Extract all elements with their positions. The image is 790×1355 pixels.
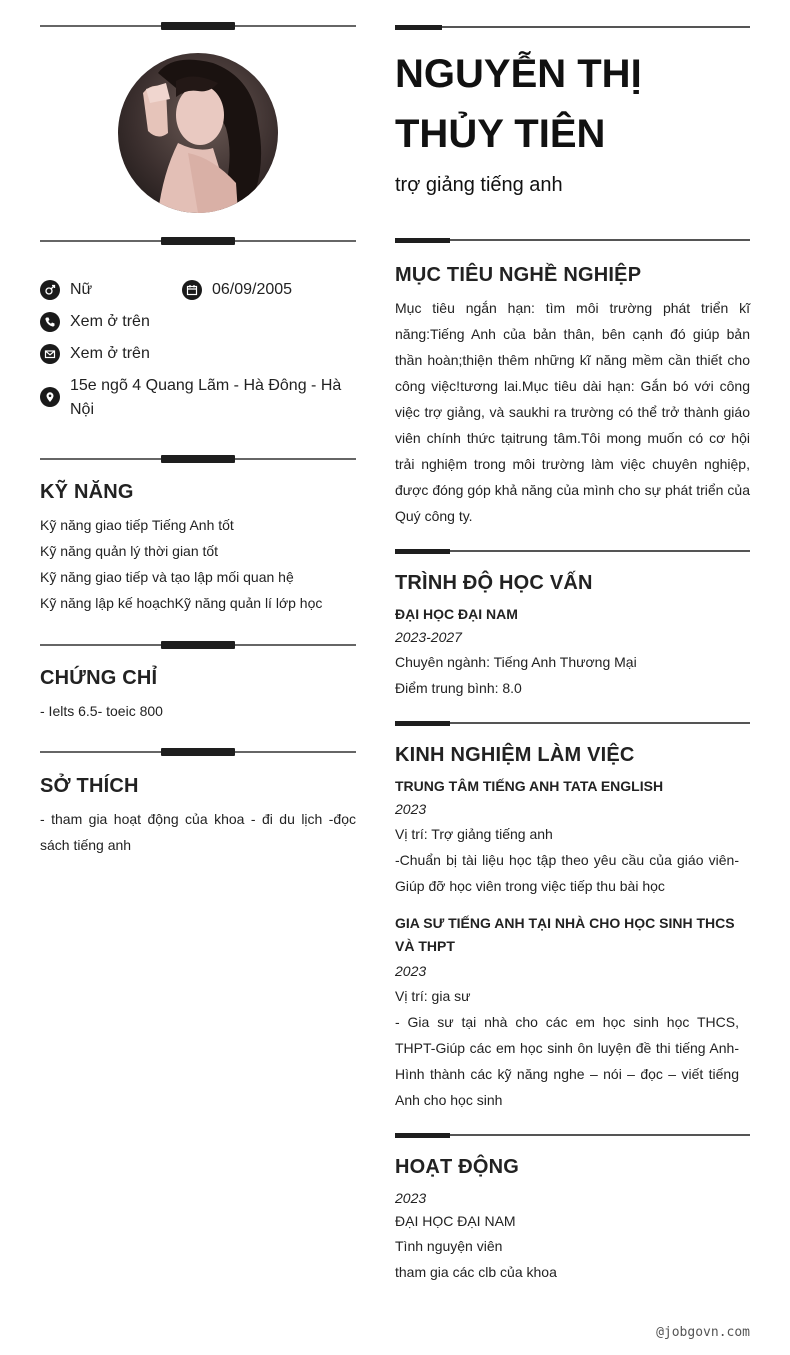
job-description: - Gia sư tại nhà cho các em học sinh học THCS, THPT-Giúp các em học sinh ôn luyện đề thi tiếng Anh- Hình thành các kỹ năng nghe – nói – đọc – viết tiếng Anh cho học sinh [395,1014,739,1108]
divider [40,22,356,30]
dob-value: 06/09/2005 [212,281,293,298]
job-title: trợ giảng tiếng anh [395,174,563,196]
activity-org: ĐẠI HỌC ĐẠI NAM [395,1213,516,1229]
job-year: 2023 [395,801,427,817]
hobbies-text: - tham gia hoạt động của khoa - đi du lịch -đọc sách tiếng anh [40,811,356,853]
avatar [118,53,278,213]
skill-item: Kỹ năng giao tiếp và tạo lập mối quan hệ [40,569,294,585]
divider [40,237,356,245]
activities-heading: HOẠT ĐỘNG [395,1156,520,1178]
address-value: 15e ngõ 4 Quang Lãm - Hà Đông - Hà Nội [70,377,342,418]
divider [40,748,356,756]
watermark: @jobgovn.com [656,1325,750,1340]
activity-description: tham gia các clb của khoa [395,1264,557,1280]
gender-row [40,278,180,302]
experience-heading: KINH NGHIỆM LÀM VIỆC [395,744,635,766]
gender-icon [40,280,60,300]
phone-row [40,310,150,334]
certificates-heading: CHỨNG CHỈ [40,667,158,689]
email-value: Xem ở trên [70,345,150,362]
education-major: Chuyên ngành: Tiếng Anh Thương Mại [395,654,637,670]
email-row [40,342,150,366]
job-year: 2023 [395,963,427,979]
divider [395,549,750,554]
address-row [40,374,356,422]
objective-text: Mục tiêu ngắn hạn: tìm môi trường phát triển kĩ năng:Tiếng Anh của bản thân, bên cạnh đó giúp bản thần hoàn;thiện thêm những kĩ năng mềm cần thiết cho công việc!tương lai.Mục tiêu dài hạn: Gắn bó với công việc trợ giảng, và saukhi ra trường có thể trở thành giáo viên chính thức tạitrung tâm.Tôi mong muốn có cơ hội trải nghiệm trong môi trường làm việc chuyên nghiệp, được đóng góp khả năng của mình cho sự phát triển của Quý công ty. [395,300,750,524]
job-position: Vị trí: gia sư [395,988,471,1004]
job-position: Vị trí: Trợ giảng tiếng anh [395,826,553,842]
divider [395,25,750,30]
education-period: 2023-2027 [395,629,462,645]
objective-heading: MỤC TIÊU NGHỀ NGHIỆP [395,264,642,286]
education-gpa: Điểm trung bình: 8.0 [395,680,522,696]
job-company: GIA SƯ TIẾNG ANH TẠI NHÀ CHO HỌC SINH THCS VÀ THPT [395,915,735,954]
hobbies-heading: SỞ THÍCH [40,775,139,797]
activity-role: Tình nguyện viên [395,1238,503,1254]
divider [395,238,750,243]
skills-heading: KỸ NĂNG [40,481,134,503]
divider [40,455,356,463]
skill-item: Kỹ năng lập kế hoạchKỹ năng quản lí lớp học [40,595,323,611]
location-pin-icon [40,387,60,407]
gender-value: Nữ [70,281,93,298]
divider [395,721,750,726]
job-description: -Chuẩn bị tài liệu học tập theo yêu cầu của giáo viên-Giúp đỡ học viên trong việc tiếp thu bài học [395,852,739,894]
education-heading: TRÌNH ĐỘ HỌC VẤN [395,572,593,594]
calendar-icon [182,280,202,300]
phone-icon [40,312,60,332]
school-name: ĐẠI HỌC ĐẠI NAM [395,606,518,622]
skill-item: Kỹ năng giao tiếp Tiếng Anh tốt [40,517,234,533]
email-icon [40,344,60,364]
candidate-name: NGUYỄN THỊ THỦY TIÊN [395,52,642,156]
skill-item: Kỹ năng quản lý thời gian tốt [40,543,219,559]
dob-row [182,278,292,302]
job-company: TRUNG TÂM TIẾNG ANH TATA ENGLISH [395,778,664,794]
phone-value: Xem ở trên [70,313,150,330]
activity-year: 2023 [395,1190,427,1206]
divider [395,1133,750,1138]
certificates-text: - Ielts 6.5- toeic 800 [40,703,163,719]
divider [40,641,356,649]
